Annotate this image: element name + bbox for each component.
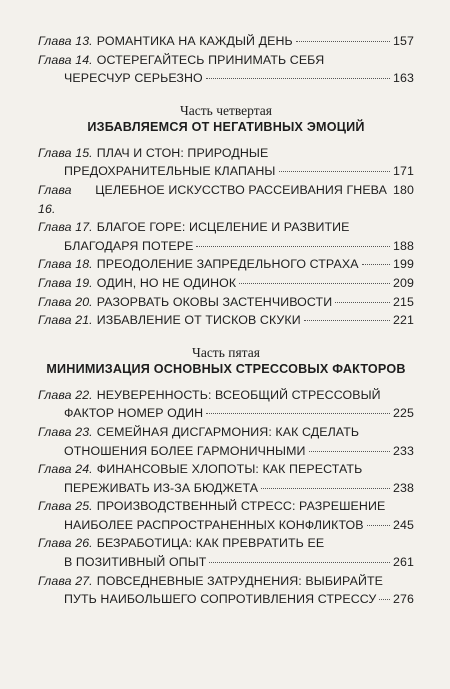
toc-entry-line xyxy=(38,32,414,51)
page-number: 215 xyxy=(393,294,414,309)
chapter-title: НЕУВЕРЕННОСТЬ: ВСЕОБЩИЙ СТРЕССОВЫЙ xyxy=(96,387,381,402)
toc-entry-line xyxy=(38,553,414,572)
toc-entry xyxy=(38,460,414,497)
toc-entry xyxy=(38,274,414,293)
dot-leader xyxy=(261,488,390,489)
chapter-number: Глава 17. xyxy=(38,220,93,235)
chapter-title: РОМАНТИКА НА КАЖДЫЙ ДЕНЬ xyxy=(96,34,293,48)
chapter-title: ЦЕЛЕБНОЕ ИСКУССТВО РАССЕИВАНИЯ ГНЕВА xyxy=(95,182,388,197)
page-number: 180 xyxy=(393,182,414,197)
chapter-title: БЛАГОДАРЯ ПОТЕРЕ xyxy=(64,238,194,253)
toc-entry xyxy=(38,144,414,181)
dot-leader xyxy=(206,78,390,79)
toc-entry xyxy=(38,181,414,218)
dot-leader xyxy=(296,41,390,42)
chapter-number: Глава 27. xyxy=(38,573,93,588)
page-number: 199 xyxy=(393,257,414,272)
toc-entry-line xyxy=(38,497,414,516)
dot-leader xyxy=(367,525,390,526)
page-number: 225 xyxy=(393,406,414,421)
chapter-number: Глава 15. xyxy=(38,145,93,160)
chapter-title: В ПОЗИТИВНЫЙ ОПЫТ xyxy=(64,555,207,570)
chapter-title: ИЗБАВЛЕНИЕ ОТ ТИСКОВ СКУКИ xyxy=(96,313,301,328)
chapter-number: Глава 13. xyxy=(38,34,93,48)
section-heading xyxy=(38,344,414,378)
page-number: 171 xyxy=(393,164,414,179)
chapter-title: ПЕРЕЖИВАТЬ ИЗ-ЗА БЮДЖЕТА xyxy=(64,480,259,495)
chapter-number: Глава 14. xyxy=(38,52,93,67)
toc-entry-line xyxy=(38,516,414,535)
chapter-number: Глава 25. xyxy=(38,499,93,514)
chapter-title: ПРОИЗВОДСТВЕННЫЙ СТРЕСС: РАЗРЕШЕНИЕ xyxy=(96,499,386,514)
chapter-title: ЧЕРЕСЧУР СЕРЬЕЗНО xyxy=(64,71,203,86)
chapter-number: Глава 22. xyxy=(38,387,93,402)
chapter-title: ПРЕДОХРАНИТЕЛЬНЫЕ КЛАПАНЫ xyxy=(64,164,276,179)
toc-entry xyxy=(38,218,414,255)
toc-entry-line xyxy=(38,386,414,405)
toc-entry-line xyxy=(38,460,414,479)
toc-entry-line xyxy=(38,293,414,312)
dot-leader xyxy=(335,302,390,303)
chapter-title: СЕМЕЙНАЯ ДИСГАРМОНИЯ: КАК СДЕЛАТЬ xyxy=(96,424,360,439)
page-number: 163 xyxy=(393,71,414,86)
chapter-number: Глава 18. xyxy=(38,257,93,272)
chapter-title: НАИБОЛЕЕ РАСПРОСТРАНЕННЫХ КОНФЛИКТОВ xyxy=(64,517,364,532)
chapter-title: РАЗОРВАТЬ ОКОВЫ ЗАСТЕНЧИВОСТИ xyxy=(96,294,333,309)
page-number: 233 xyxy=(393,443,414,458)
toc-entry-line xyxy=(38,590,414,609)
toc-entry-line xyxy=(38,534,414,553)
page-number: 188 xyxy=(393,238,414,253)
page-number: 276 xyxy=(393,592,414,607)
toc-entry xyxy=(38,32,414,51)
chapter-number: Глава 24. xyxy=(38,462,93,477)
chapter-title: ОТНОШЕНИЯ БОЛЕЕ ГАРМОНИЧНЫМИ xyxy=(64,443,306,458)
toc-entry-line xyxy=(38,404,414,423)
section-title: ИЗБАВЛЯЕМСЯ ОТ НЕГАТИВНЫХ ЭМОЦИЙ xyxy=(87,119,365,134)
chapter-title: БЕЗРАБОТИЦА: КАК ПРЕВРАТИТЬ ЕЕ xyxy=(96,536,325,551)
chapter-number: Глава 23. xyxy=(38,424,93,439)
page-number: 238 xyxy=(393,480,414,495)
toc-entry xyxy=(38,534,414,571)
toc-entry-line xyxy=(38,423,414,442)
toc-entry-line xyxy=(38,144,414,163)
section-part-label: Часть пятая xyxy=(192,344,260,360)
dot-leader xyxy=(362,264,390,265)
toc-entry-line xyxy=(38,572,414,591)
toc-entry xyxy=(38,572,414,609)
page-number: 157 xyxy=(393,34,414,48)
toc-entry-line xyxy=(38,479,414,498)
toc-entry-line xyxy=(38,311,414,330)
dot-leader xyxy=(196,246,390,247)
page-number: 245 xyxy=(393,517,414,532)
toc-entry xyxy=(38,51,414,88)
dot-leader xyxy=(209,562,390,563)
section-heading xyxy=(38,102,414,136)
dot-leader xyxy=(239,283,390,284)
chapter-title: ПЛАЧ И СТОН: ПРИРОДНЫЕ xyxy=(96,145,269,160)
section-title: МИНИМИЗАЦИЯ ОСНОВНЫХ СТРЕССОВЫХ ФАКТОРОВ xyxy=(46,361,406,376)
chapter-number: Глава 19. xyxy=(38,275,93,290)
toc-entry-line xyxy=(38,162,414,181)
toc-entry xyxy=(38,255,414,274)
toc-entry-line xyxy=(38,51,414,70)
toc-entry xyxy=(38,497,414,534)
chapter-title: ФИНАНСОВЫЕ ХЛОПОТЫ: КАК ПЕРЕСТАТЬ xyxy=(96,462,363,477)
page-number: 209 xyxy=(393,275,414,290)
chapter-title: ПУТЬ НАИБОЛЬШЕГО СОПРОТИВЛЕНИЯ СТРЕССУ xyxy=(64,592,377,607)
chapter-title: ФАКТОР НОМЕР ОДИН xyxy=(64,406,204,421)
toc-entry xyxy=(38,293,414,312)
chapter-number: Глава 20. xyxy=(38,294,93,309)
toc-entry-line xyxy=(38,255,414,274)
page-number: 221 xyxy=(393,313,414,328)
chapter-number: Глава 26. xyxy=(38,536,93,551)
chapter-number: Глава 16. xyxy=(38,182,72,216)
chapter-number: Глава 21. xyxy=(38,313,93,328)
toc-entry xyxy=(38,311,414,330)
section-part-label: Часть четвертая xyxy=(180,102,272,118)
toc-entry xyxy=(38,423,414,460)
toc-entry-line xyxy=(38,218,414,237)
dot-leader xyxy=(206,413,390,414)
toc-entry-line xyxy=(38,274,414,293)
chapter-title: ОДИН, НО НЕ ОДИНОК xyxy=(96,275,237,290)
chapter-title: БЛАГОЕ ГОРЕ: ИСЦЕЛЕНИЕ И РАЗВИТИЕ xyxy=(96,220,350,235)
chapter-title: ПОВСЕДНЕВНЫЕ ЗАТРУДНЕНИЯ: ВЫБИРАЙТЕ xyxy=(96,573,383,588)
toc-entry-line xyxy=(38,237,414,256)
chapter-title: ПРЕОДОЛЕНИЕ ЗАПРЕДЕЛЬНОГО СТРАХА xyxy=(96,257,359,272)
chapter-title: ОСТЕРЕГАЙТЕСЬ ПРИНИМАТЬ СЕБЯ xyxy=(96,52,325,67)
dot-leader xyxy=(304,320,390,321)
dot-leader xyxy=(279,171,391,172)
toc-entry xyxy=(38,386,414,423)
toc-entry-line xyxy=(38,442,414,461)
dot-leader xyxy=(309,451,390,452)
dot-leader xyxy=(379,599,390,600)
toc-entry-line xyxy=(38,69,414,88)
page-number: 261 xyxy=(393,555,414,570)
toc-entry-line xyxy=(38,181,414,218)
